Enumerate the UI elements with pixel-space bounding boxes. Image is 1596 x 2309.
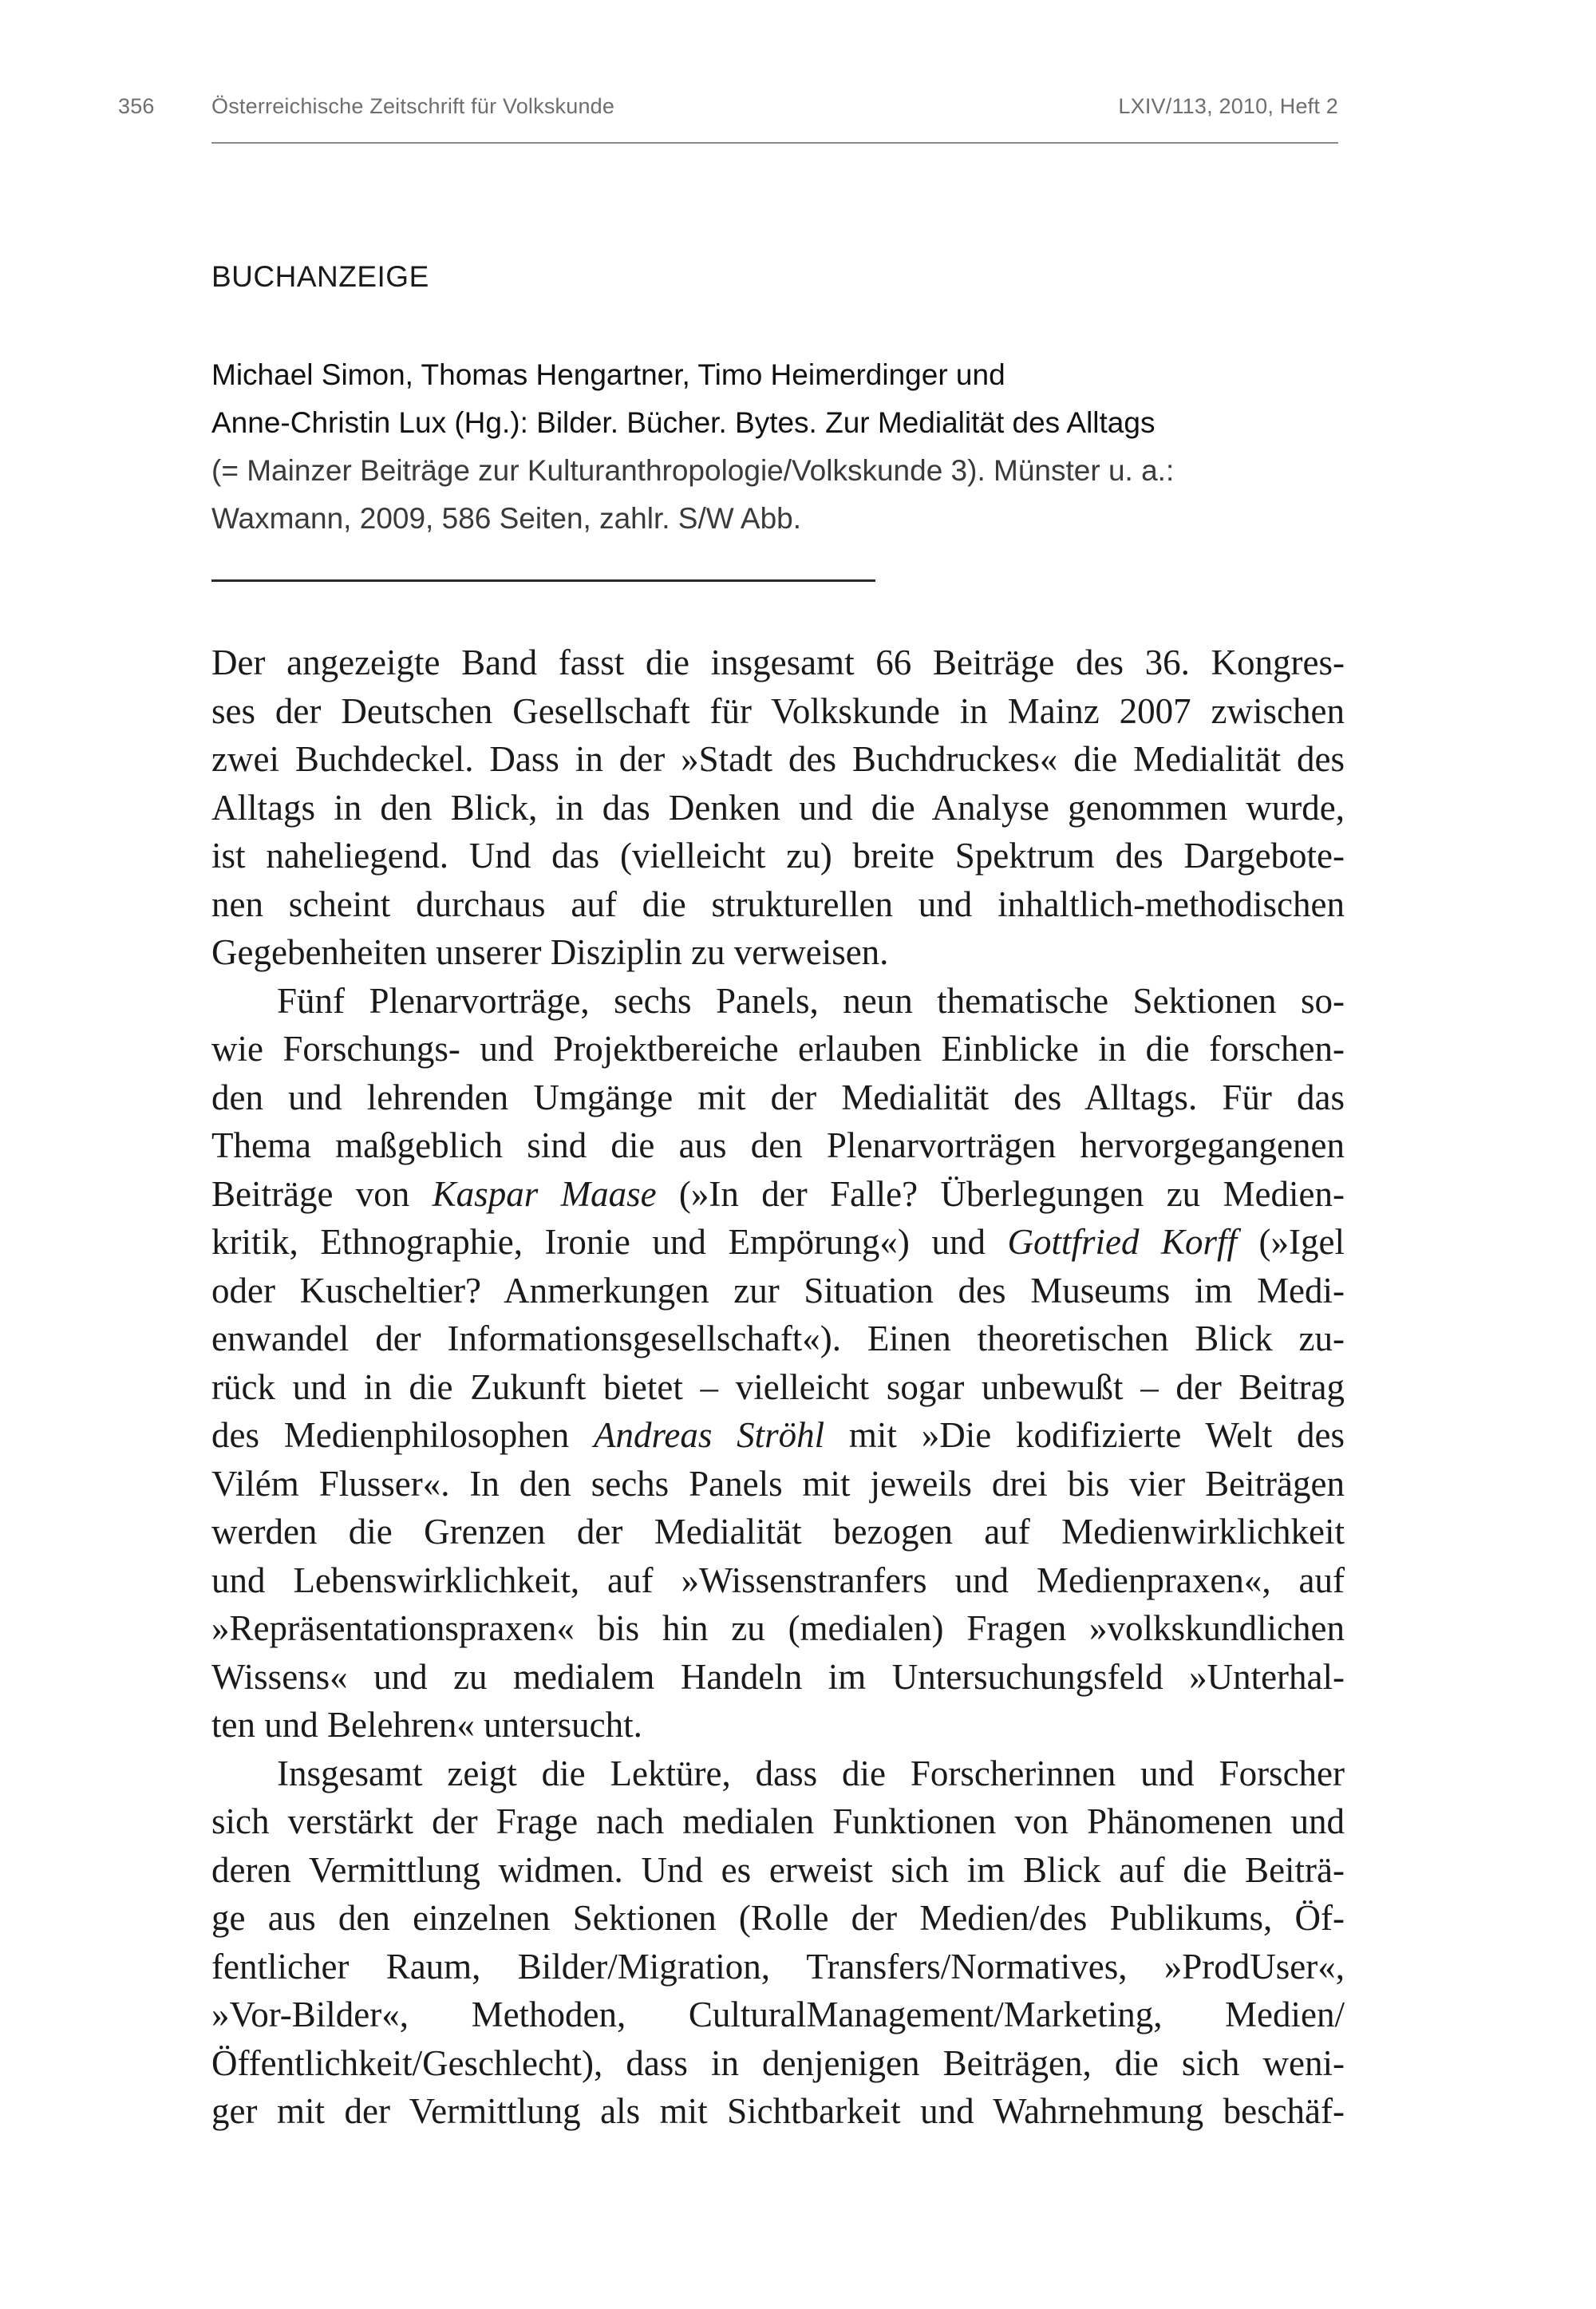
text-segment: (»Igel — [1237, 1222, 1345, 1262]
text-line: den und lehrenden Umgänge mit der Medialität des Alltags. Für das — [211, 1077, 1345, 1117]
review-body — [211, 639, 1345, 2136]
citation-divider — [211, 579, 875, 582]
paragraph-2 — [211, 977, 1345, 1750]
text-line: fentlicher Raum, Bilder/Migration, Transfers/Normatives, »ProdUser«, — [211, 1946, 1345, 1987]
text-line: ist naheliegend. Und das (vielleicht zu) breite Spektrum des Dargebote- — [211, 836, 1345, 876]
text-segment: mit »Die kodifizierte Welt des — [824, 1415, 1345, 1455]
text-line: Gegebenheiten unserer Disziplin zu verweisen. — [211, 932, 889, 972]
text-line: wie Forschungs- und Projektbereiche erlauben Einblicke in die forschen- — [211, 1029, 1345, 1069]
text-line: werden die Grenzen der Medialität bezogen auf Medienwirklichkeit — [211, 1512, 1345, 1552]
text-line: Thema maßgeblich sind die aus den Plenarvorträgen hervorgegangenen — [211, 1125, 1345, 1165]
text-line: und Lebenswirklichkeit, auf »Wissenstranfers und Medienpraxen«, auf — [211, 1560, 1345, 1600]
author-name-maase: Kaspar Maase — [432, 1173, 657, 1214]
author-name-korff: Gottfried Korff — [1007, 1222, 1238, 1262]
text-line: nen scheint durchaus auf die strukturellen und inhaltlich-methodischen — [211, 884, 1345, 924]
text-line — [211, 1411, 1345, 1460]
text-line: enwandel der Informationsgesellschaft«). Einen theoretischen Blick zu- — [211, 1319, 1345, 1358]
text-line: ge aus den einzelnen Sektionen (Rolle der Medien/des Publikums, Öf- — [211, 1898, 1345, 1938]
book-citation — [211, 351, 1345, 543]
paragraph-3 — [211, 1750, 1345, 2136]
text-segment: Beiträge von — [211, 1173, 433, 1214]
volume-info: LXIV/113, 2010, Heft 2 — [1118, 94, 1338, 118]
text-line: rück und in die Zukunft bietet – vielleicht sogar unbewußt – der Beitrag — [211, 1366, 1345, 1407]
text-line: ten und Belehren« untersucht. — [211, 1705, 642, 1745]
text-line: sich verstärkt der Frage nach medialen Funktionen von Phänomenen und — [211, 1801, 1345, 1841]
text-line: Der angezeigte Band fasst die insgesamt 66 Beiträge des 36. Kongres- — [211, 642, 1345, 682]
header-divider — [211, 142, 1338, 144]
text-line — [211, 1218, 1345, 1267]
paragraph-1 — [211, 639, 1345, 977]
author-name-stroehl: Andreas Ströhl — [594, 1415, 825, 1455]
text-segment: des Medienphilosophen — [211, 1415, 595, 1455]
text-segment: kritik, Ethnographie, Ironie und Empörung«) und — [211, 1222, 1008, 1262]
journal-title: Österreichische Zeitschrift für Volkskunde — [211, 94, 615, 118]
text-line: »Vor-Bilder«, Methoden, CulturalManagement/Marketing, Medien/ — [211, 1995, 1345, 2034]
text-line: oder Kuscheltier? Anmerkungen zur Situation des Museums im Medi- — [211, 1270, 1345, 1311]
text-line — [211, 1170, 1345, 1219]
text-line: Alltags in den Blick, in das Denken und die Analyse genommen wurde, — [211, 787, 1345, 828]
text-line: Öffentlichkeit/Geschlecht), dass in denjenigen Beiträgen, die sich weni- — [211, 2042, 1345, 2083]
text-line: ses der Deutschen Gesellschaft für Volkskunde in Mainz 2007 zwischen — [211, 690, 1345, 731]
citation-line-3: (= Mainzer Beiträge zur Kulturanthropologie/Volkskunde 3). Münster u. a.: — [211, 454, 1175, 487]
citation-line-2: Anne-Christin Lux (Hg.): Bilder. Bücher. Bytes. Zur Medialität des Alltags — [211, 406, 1156, 439]
citation-line-1: Michael Simon, Thomas Hengartner, Timo Heimerdinger und — [211, 358, 1005, 391]
text-segment: (»In der Falle? Überlegungen zu Medien- — [656, 1173, 1345, 1214]
text-line: Vilém Flusser«. In den sechs Panels mit jeweils drei bis vier Beiträgen — [211, 1463, 1345, 1504]
text-line: zwei Buchdeckel. Dass in der »Stadt des Buchdruckes« die Medialität des — [211, 739, 1345, 779]
citation-line-4: Waxmann, 2009, 586 Seiten, zahlr. S/W Abb. — [211, 502, 802, 535]
page-number: 356 — [118, 94, 155, 118]
text-line: »Repräsentationspraxen« bis hin zu (medialen) Fragen »volkskundlichen — [211, 1608, 1345, 1648]
text-line: deren Vermittlung widmen. Und es erweist sich im Blick auf die Beiträ- — [211, 1849, 1345, 1890]
section-label: BUCHANZEIGE — [211, 260, 429, 293]
text-line: Fünf Plenarvorträge, sechs Panels, neun thematische Sektionen so- — [277, 980, 1345, 1021]
text-line: Insgesamt zeigt die Lektüre, dass die Forscherinnen und Forscher — [277, 1753, 1345, 1793]
text-line: Wissens« und zu medialem Handeln im Untersuchungsfeld »Unterhal- — [211, 1656, 1345, 1697]
text-line: ger mit der Vermittlung als mit Sichtbarkeit und Wahrnehmung beschäf- — [211, 2091, 1345, 2131]
